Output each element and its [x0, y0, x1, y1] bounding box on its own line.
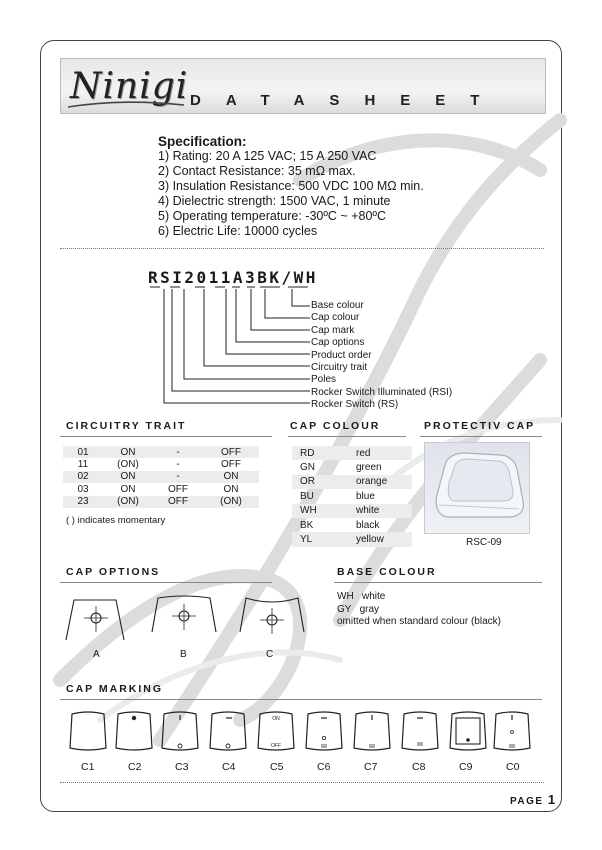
base-colour-item: GY gray: [337, 603, 380, 615]
table-cell: ON: [120, 446, 136, 458]
table-cell: green: [356, 462, 382, 474]
table-row: [63, 458, 259, 470]
table-cell: -: [176, 471, 180, 483]
spec-item: 1) Rating: 20 A 125 VAC; 15 A 250 VAC: [158, 149, 377, 163]
page-label: PAGE: [510, 796, 544, 807]
base-colour-item: omitted when standard colour (black): [337, 616, 501, 627]
table-cell: WH: [300, 505, 317, 517]
cap-marking-c7-icon: [354, 712, 390, 750]
table-cell: (ON): [117, 496, 139, 508]
cap-marking-c6-icon: [306, 712, 342, 750]
cap-option-label: C: [266, 649, 274, 660]
cap-options-diagram: [60, 592, 320, 652]
table-row: [63, 483, 259, 495]
cap-marking-c0-icon: [494, 712, 530, 750]
cap-option-c-icon: [240, 598, 304, 634]
legend-item: Rocker Switch Illuminated (RSI): [311, 386, 453, 398]
table-cell: ON: [120, 483, 136, 495]
circuitry-note: ( ) indicates momentary: [66, 515, 166, 526]
specification-title: Specification:: [158, 134, 247, 149]
base-colour-item: WH white: [337, 591, 386, 602]
section-divider: [60, 248, 544, 249]
protective-cap-image: [424, 442, 530, 534]
cap-options-title: CAP OPTIONS: [66, 566, 161, 578]
cap-marking-label: C0: [506, 761, 520, 773]
legend-item: Product order: [311, 349, 372, 361]
legend-item: Cap mark: [311, 324, 355, 336]
table-cell: RD: [300, 447, 315, 459]
spec-item: 5) Operating temperature: -30ºC ~ +80ºC: [158, 209, 386, 223]
footer-divider: [60, 782, 544, 783]
section-underline: [60, 436, 272, 437]
table-cell: OR: [300, 476, 315, 488]
table-cell: 23: [77, 496, 89, 508]
legend-item: Cap options: [311, 337, 365, 349]
table-cell: BU: [300, 490, 314, 502]
cap-marking-label: C8: [412, 761, 426, 773]
protectiv-cap-title: PROTECTIV CAP: [424, 420, 536, 432]
page-number-value: 1: [547, 792, 557, 807]
table-cell: GN: [300, 462, 315, 474]
legend-item: Base colour: [311, 300, 364, 311]
cap-marking-label: C3: [175, 761, 189, 773]
protective-cap-label: RSC-09: [466, 537, 502, 548]
cap-marking-c3-icon: [162, 712, 198, 750]
table-cell: BK: [300, 519, 314, 531]
cap-colour-table: [292, 446, 412, 547]
cap-marking-label: C5: [270, 761, 284, 773]
cap-marking-label: C2: [128, 761, 142, 773]
table-cell: 11: [77, 459, 89, 471]
cap-marking-c4-icon: [210, 712, 246, 750]
spec-item: 3) Insulation Resistance: 500 VDC 100 MΩ min.: [158, 179, 424, 193]
table-cell: 02: [77, 471, 89, 483]
part-code-leader-lines: [140, 283, 315, 408]
cap-marking-c8-icon: [402, 712, 438, 750]
protective-cap-icon: [425, 443, 529, 533]
cap-marking-title: CAP MARKING: [66, 683, 164, 695]
base-colour-title: BASE COLOUR: [337, 566, 437, 578]
cap-marking-label: C1: [81, 761, 95, 773]
table-cell: ON: [120, 471, 136, 483]
page-number: [510, 792, 557, 807]
c5-off-label: OFF: [271, 743, 281, 749]
table-cell: (ON): [117, 459, 139, 471]
cap-marking-label: C4: [222, 761, 236, 773]
cap-marking-c1-icon: [70, 712, 106, 750]
table-cell: black: [356, 519, 380, 531]
table-cell: -: [176, 459, 180, 471]
table-row: [63, 471, 259, 483]
table-row: [292, 504, 412, 518]
brand-logo: Ninigi: [70, 66, 189, 107]
table-cell: yellow: [356, 534, 384, 546]
cap-option-label: B: [180, 649, 187, 660]
cap-option-label: A: [93, 649, 100, 660]
section-underline: [420, 436, 542, 437]
cap-option-a-icon: [66, 600, 124, 640]
section-underline: [334, 582, 542, 583]
cap-marking-label: C7: [364, 761, 378, 773]
section-underline: [288, 436, 406, 437]
legend-item: Poles: [311, 374, 337, 386]
table-row: [63, 496, 259, 508]
table-cell: OFF: [168, 483, 188, 495]
logo-swoosh-icon: [66, 100, 186, 110]
table-cell: OFF: [221, 459, 241, 471]
cap-option-b-icon: [152, 596, 216, 632]
cap-marking-label: C6: [317, 761, 331, 773]
section-underline: [60, 582, 272, 583]
base-colour-list: [337, 591, 501, 629]
table-row: [292, 518, 412, 532]
table-cell: YL: [300, 534, 313, 546]
cap-marking-label: C9: [459, 761, 473, 773]
table-row: [63, 446, 259, 458]
table-cell: OFF: [221, 446, 241, 458]
table-cell: blue: [356, 490, 375, 502]
table-row: [292, 532, 412, 546]
table-cell: 01: [77, 446, 89, 458]
table-cell: 03: [77, 483, 89, 495]
table-row: [292, 489, 412, 503]
part-code: RSI2011A3BK/WH: [148, 268, 318, 287]
spec-item: 4) Dielectric strength: 1500 VAC, 1 minute: [158, 194, 391, 208]
spec-item: 2) Contact Resistance: 35 mΩ max.: [158, 164, 356, 178]
circuitry-trait-table: [63, 446, 259, 508]
cap-marking-c9-icon: [450, 712, 486, 750]
legend-item: Rocker Switch (RS): [311, 399, 399, 411]
specification-block: [158, 134, 424, 239]
table-cell: ON: [223, 483, 239, 495]
table-row: [292, 475, 412, 489]
table-cell: (ON): [220, 496, 242, 508]
cap-colour-title: CAP COLOUR: [290, 420, 381, 432]
spec-item: 6) Electric Life: 10000 cycles: [158, 224, 318, 238]
table-row: [292, 460, 412, 474]
datasheet-title: DATASHEET: [190, 92, 505, 109]
cap-marking-c2-icon: [116, 712, 152, 750]
c5-on-label: ON: [272, 716, 280, 722]
table-cell: orange: [356, 476, 388, 488]
table-cell: ON: [223, 471, 239, 483]
table-cell: -: [176, 446, 180, 458]
cap-marking-diagram: [60, 708, 544, 758]
circuitry-trait-title: CIRCUITRY TRAIT: [66, 420, 187, 432]
legend-item: Circuitry trait: [311, 362, 368, 374]
table-cell: red: [356, 447, 371, 459]
section-underline: [60, 699, 542, 700]
table-row: [292, 446, 412, 460]
part-code-legend: [311, 300, 452, 412]
table-cell: white: [356, 505, 380, 517]
legend-item: Cap colour: [311, 312, 360, 324]
table-cell: OFF: [168, 496, 188, 508]
